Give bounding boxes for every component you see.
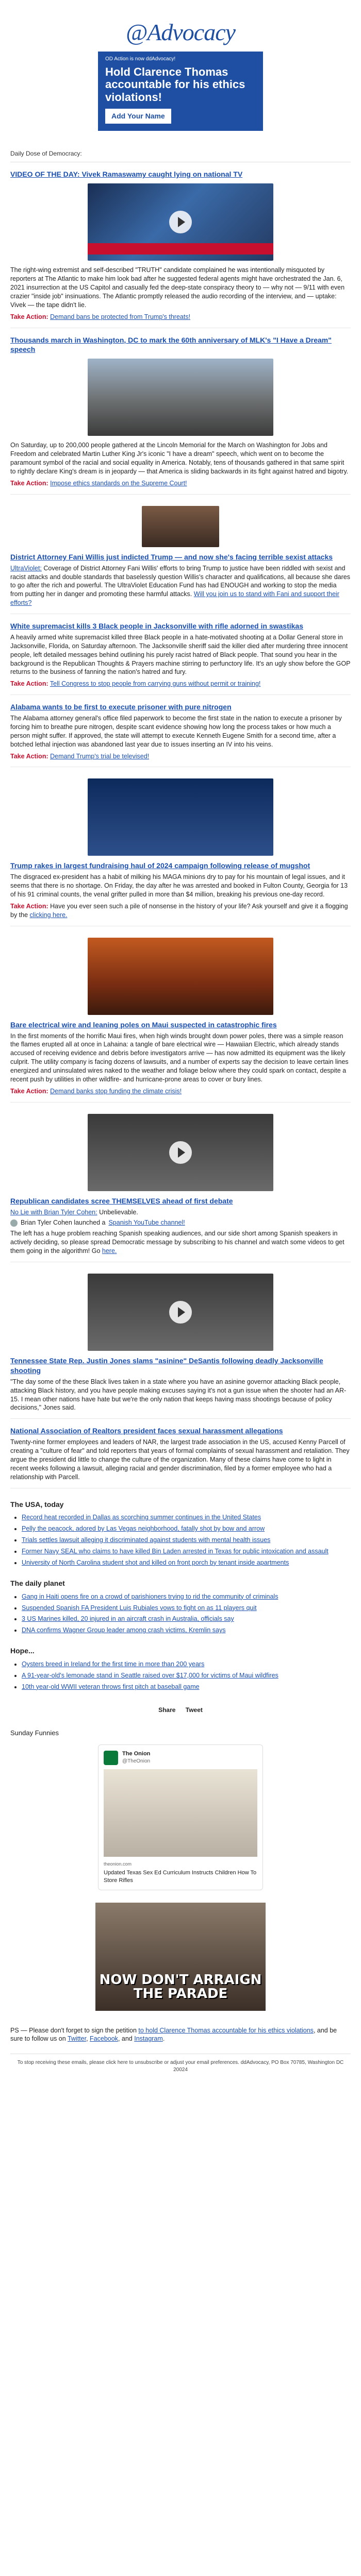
list-item <box>22 1683 351 1691</box>
headline-list <box>10 1660 351 1691</box>
byline-text: Unbelievable. <box>99 1208 138 1216</box>
story-body <box>10 564 351 607</box>
headline-list <box>10 1592 351 1635</box>
story-body: The Alabama attorney general's office filed paperwork to become the first state in the nation to execute a prisoner by forcing him to breathe pure nitrogen, despite scant evidence showing how long the process takes or how much a person might suffer. If approved, the state will attempt to execute Kenneth Eugene Smith for a second time, after a botched lethal injection was abandoned last year due to issues inserting an IV into his veins. <box>10 715 342 748</box>
take-action-label: Take Action: <box>10 752 48 760</box>
ps-text: PS — Please don't forget to sign the petition <box>10 2026 137 2034</box>
story-text: The left has a huge problem reaching Spanish speaking audiences, and our side short among Spanish speakers in actively deciding, so please spread Democratic message by subscribing to his channel and watch some videos to get them going in the algorithm! Go <box>10 1230 344 1255</box>
take-action <box>10 752 351 761</box>
headline-link[interactable]: 10th year-old WWII veteran throws first pitch at baseball game <box>22 1683 200 1690</box>
video-thumbnail[interactable] <box>88 1274 273 1351</box>
instagram-link[interactable]: Instagram <box>134 2035 163 2043</box>
banner-headline: Hold Clarence Thomas accountable for his ethics violations! <box>105 65 245 104</box>
news-story <box>10 1419 351 1488</box>
story-text: Coverage of District Attorney Fani Willis' efforts to bring Trump to justice have been riddled with sexist and racist attacks and double standards that baselessly question Willis's character and qualifications, all because she dares to go after the rich and powerful. The UltraViolet Education Fund has had ENOUGH and working to stop the media from putting her in danger and promoting these harmful attacks. <box>10 564 350 598</box>
post-headline: Updated Texas Sex Ed Curriculum Instructs Children How To Store Rifles <box>104 1869 257 1884</box>
take-action <box>10 902 351 920</box>
list-item <box>22 1592 351 1601</box>
play-icon[interactable] <box>169 1141 192 1164</box>
twitter-link[interactable]: Twitter <box>67 2035 87 2043</box>
headline-link[interactable]: Oysters breed in Ireland for the first time in more than 200 years <box>22 1660 205 1668</box>
banner-note: OD Action is now ddAdvocacy! <box>105 56 176 62</box>
avatar <box>10 1219 18 1227</box>
news-story <box>10 495 351 614</box>
inline-action-link[interactable]: Will you join us to stand with Fani and support their efforts? <box>10 590 339 607</box>
intro-label: Daily Dose of Democracy: <box>10 145 351 162</box>
take-action-label: Take Action: <box>10 902 48 910</box>
portrait-image[interactable] <box>142 506 219 547</box>
headline-link[interactable]: 3 US Marines killed, 20 injured in an aircraft crash in Australia, officials say <box>22 1615 234 1623</box>
take-action-link[interactable]: Demand Trump's trial be televised! <box>50 752 150 760</box>
post-header <box>104 1750 257 1765</box>
add-name-button[interactable]: Add Your Name <box>105 109 171 124</box>
story-title[interactable]: Alabama wants to be first to execute prisoner with pure nitrogen <box>10 703 232 711</box>
story-body: On Saturday, up to 200,000 people gathered at the Lincoln Memorial for the March on Washington for Jobs and Freedom and celebrated Martin Luther King Jr's iconic "I have a dream" speech, which went on to become the paramount symbol of the racial and social equality in America. Notably, tens of thousands gathered in that same spirit to rightly declare King's dream is in jeopardy — that America is sliding backwards in its fight against hatred and bigotry. <box>10 442 349 475</box>
list-item <box>22 1671 351 1680</box>
news-story <box>10 1103 351 1262</box>
take-action-label: Take Action: <box>10 479 48 487</box>
list-item <box>22 1660 351 1669</box>
here-link[interactable]: here. <box>102 1247 117 1255</box>
story-body: Twenty-nine former employees and leaders of NAR, the largest trade association in the US, accused Kenny Parcell of creating a "culture of fear" and told reporters that years of formal complaints of sexual harassment and retaliation. They argue the president did little to change the culture of the organization. Many of these claims have come to light in recent weeks following a lawsuit, alleging racial and gender discrimination, filed by a former employee who had a relationship with Parcell. <box>10 1438 350 1481</box>
story-title[interactable]: White supremacist kills 3 Black people in Jacksonville with rifle adorned in swastikas <box>10 622 303 631</box>
story-title[interactable]: Tennessee State Rep. Justin Jones slams "asinine" DeSantis following deadly Jacksonville shooting <box>10 1356 323 1375</box>
headline-link[interactable]: Pelly the peacock, adored by Las Vegas neighborhood, fatally shot by bow and arrow <box>22 1525 265 1533</box>
share-bar <box>10 1706 351 1714</box>
facebook-link[interactable]: Facebook <box>90 2035 118 2043</box>
take-action-link[interactable]: Tell Congress to stop people from carrying guns without permit or training! <box>50 680 261 688</box>
meme-image[interactable] <box>95 1903 266 2011</box>
video-thumbnail[interactable] <box>88 183 273 261</box>
post-image <box>104 1769 257 1857</box>
meme-caption: NOW DON'T ARRAIGN THE PARADE <box>99 1972 262 2002</box>
headline-link[interactable]: Suspended Spanish FA President Luis Rubiales vows to fight on as 11 players quit <box>22 1604 257 1612</box>
post-domain: theonion.com <box>104 1861 132 1867</box>
take-action-label: Take Action: <box>10 680 48 688</box>
play-icon[interactable] <box>169 1301 192 1324</box>
story-body: The right-wing extremist and self-described "TRUTH" candidate complained he was intentionally misquoted by reporters at The Atlantic to make him look bad after he suggested federal agents might have orchestrated the Jan. 6, 2021 insurrection at the US Capitol and casually fed the deep-state conspiracy theory to — why not — 9/11 with even crazier "inside job" insinuations. The Atlantic promptly released the audio recording of the interview, and — uptake: Vivek — the tape didn't lie. <box>10 266 345 309</box>
take-action-link[interactable]: Impose ethics standards on the Supreme Court! <box>50 479 187 487</box>
section-heading: The USA, today <box>10 1500 64 1509</box>
postscript: PS — Please don't forget to sign the petition to hold Clarence Thomas accountable for his ethics violations, and be sure to follow us on Twitter, Facebook, and Instagram. <box>10 2026 337 2043</box>
section-heading: The daily planet <box>10 1579 65 1587</box>
source-link[interactable]: UltraViolet: <box>10 564 42 572</box>
video-thumbnail[interactable] <box>88 1114 273 1191</box>
take-action-label: Take Action: <box>10 1087 48 1095</box>
footer: To stop receiving these emails, please click here to unsubscribe or adjust your email preferences. ddAdvocacy, PO Box 70785, Washington DC 20024 <box>10 2054 351 2089</box>
hope-section <box>10 1646 351 1691</box>
story-title[interactable]: Trump rakes in largest fundraising haul of 2024 campaign following release of mugshot <box>10 861 310 870</box>
headline-link[interactable]: Record heat recorded in Dallas as scorching summer continues in the United States <box>22 1514 261 1521</box>
take-action-text: Have you ever seen such a pile of nonsense in the history of your life? Ask yourself and give it a flogging by the <box>10 902 348 919</box>
ps-text-2: , and be sure to follow us on <box>10 2026 337 2043</box>
headline-list <box>10 1513 351 1567</box>
news-chyron <box>88 243 273 255</box>
story-title[interactable]: National Association of Realtors president faces sexual harassment allegations <box>10 1427 283 1435</box>
headline-link[interactable]: Former Navy SEAL who claims to have killed Bin Laden arrested in Texas for public intoxication and assault <box>22 1548 329 1555</box>
petition-link[interactable]: to hold Clarence Thomas accountable for his ethics violations <box>138 2026 314 2034</box>
author-lead: Brian Tyler Cohen launched a <box>21 1219 106 1227</box>
story-title[interactable]: VIDEO OF THE DAY: Vivek Ramaswamy caught lying on national TV <box>10 170 243 179</box>
news-story <box>10 1262 351 1419</box>
usa-section <box>10 1500 351 1567</box>
story-image[interactable] <box>88 359 273 436</box>
list-item <box>22 1604 351 1613</box>
share-button[interactable]: Share <box>158 1706 176 1714</box>
take-action-label: Take Action: <box>10 313 48 320</box>
headline-link[interactable]: Trials settles lawsuit alleging it discriminated against students with mental health issues <box>22 1536 271 1544</box>
story-title[interactable]: Republican candidates scree THEMSELVES ahead of first debate <box>10 1196 233 1205</box>
onion-logo-icon <box>104 1751 118 1765</box>
take-action <box>10 1087 351 1096</box>
section-heading: Hope... <box>10 1647 35 1655</box>
story-image[interactable] <box>88 778 273 856</box>
story-title[interactable]: District Attorney Fani Willis just indicted Trump — and now she's facing terrible sexist attacks <box>10 552 333 561</box>
list-item <box>22 1558 351 1567</box>
post-author: The Onion <box>122 1751 151 1757</box>
headline-link[interactable]: A 91-year-old's lemonade stand in Seattle raised over $17,000 for victims of Maui wildfires <box>22 1671 278 1679</box>
list-item <box>22 1547 351 1556</box>
news-story <box>10 695 351 767</box>
tweet-button[interactable]: Tweet <box>185 1706 203 1714</box>
list-item <box>22 1513 351 1522</box>
story-body: A heavily armed white supremacist killed three Black people in a hate-motivated shooting at a Dollar General store in Jacksonville, Florida, on Saturday afternoon. The Jacksonville sheriff said the killer died after murdering three innocent people, left detailed messages behind outlining his purely racist hatred of Black people. That sound you hear in the background is the Republican Thoughts & Prayers machine stirring to perfunctory life. It's an ugly show before the GOP returns to the business of fanning the nation's hatred and fury. <box>10 633 351 676</box>
news-story <box>10 328 351 495</box>
story-body: In the first moments of the horrific Maui fires, when high winds brought down power poles, there was a simple reason the flames erupted all at once in Lahaina: a tangle of bare electrical wire — Hawaiian Electric, which already stands accused of receiving evidence and debris before investigators arrive — has now admitted its equipment was the likely culprit. The utility company is facing dozens of lawsuits, and a number of experts say the decision to leave certain lines energized and uninsulated wires naked to the weather and foliage below where they could spark on contact, despite a recent push by utilities in other wildfire- and hurricane-prone areas to cover or bury lines. <box>10 1032 349 1083</box>
brand-header <box>10 0 351 52</box>
list-item <box>22 1615 351 1623</box>
logo[interactable]: @Advocacy <box>125 19 236 45</box>
play-icon[interactable] <box>169 211 192 233</box>
story-body <box>10 1229 351 1256</box>
news-story <box>10 162 351 328</box>
take-action-link[interactable]: Demand bans be protected from Trump's threats! <box>50 313 191 320</box>
story-title[interactable]: Thousands march in Washington, DC to mark the 60th anniversary of MLK's "I Have a Dream" speech <box>10 335 332 354</box>
story-image[interactable] <box>88 938 273 1015</box>
news-story <box>10 926 351 1103</box>
planet-section <box>10 1579 351 1635</box>
take-action-link[interactable]: clicking here. <box>29 911 68 919</box>
list-item <box>22 1626 351 1635</box>
headline-link[interactable]: DNA confirms Wagner Group leader among crash victims, Kremlin says <box>22 1626 226 1634</box>
headline-link[interactable]: Gang in Haiti opens fire on a crowd of parishioners trying to rid the community of criminals <box>22 1592 278 1600</box>
byline-line <box>10 1208 351 1217</box>
take-action <box>10 680 351 688</box>
spanish-channel-link[interactable]: Spanish YouTube channel! <box>108 1219 185 1227</box>
byline-link[interactable]: No Lie with Brian Tyler Cohen: <box>10 1208 97 1216</box>
news-story <box>10 767 351 926</box>
story-body: The disgraced ex-president has a habit of milking his MAGA minions dry to pay for his mountain of legal issues, and it seems that there is no shortage. On Friday, the day after he was arrested and booked in Fulton County, Georgia for 13 of his 91 criminal counts, the venal grifter pulled in more than $4 million, breaking his previous one-day record. <box>10 873 348 899</box>
post-handle: @TheOnion <box>122 1758 151 1765</box>
story-body: "The day some of the these Black lives taken in a state where you have an asinine governor attacking Black people, attacking Black history, and you have people making excuses saying it's not a gun issue when the shooter had an AR-15. I mean other nations have hate but we're the only nation that keeps having mass shootings because of policy decisions," Jones said. <box>10 1378 347 1412</box>
funnies-label: Sunday Funnies <box>10 1728 59 1737</box>
take-action-link[interactable]: Demand banks stop funding the climate crisis! <box>50 1087 182 1095</box>
news-story <box>10 614 351 695</box>
story-title[interactable]: Bare electrical wire and leaning poles on Maui suspected in catastrophic fires <box>10 1020 277 1029</box>
take-action <box>10 479 351 488</box>
list-item <box>22 1536 351 1545</box>
petition-banner[interactable] <box>98 52 263 131</box>
email-container <box>10 0 351 2089</box>
list-item <box>22 1524 351 1533</box>
author-byline <box>10 1218 351 1227</box>
embedded-post[interactable] <box>98 1744 263 1890</box>
headline-link[interactable]: University of North Carolina student shot and killed on front porch by tenant inside apartments <box>22 1558 289 1566</box>
take-action <box>10 313 351 321</box>
